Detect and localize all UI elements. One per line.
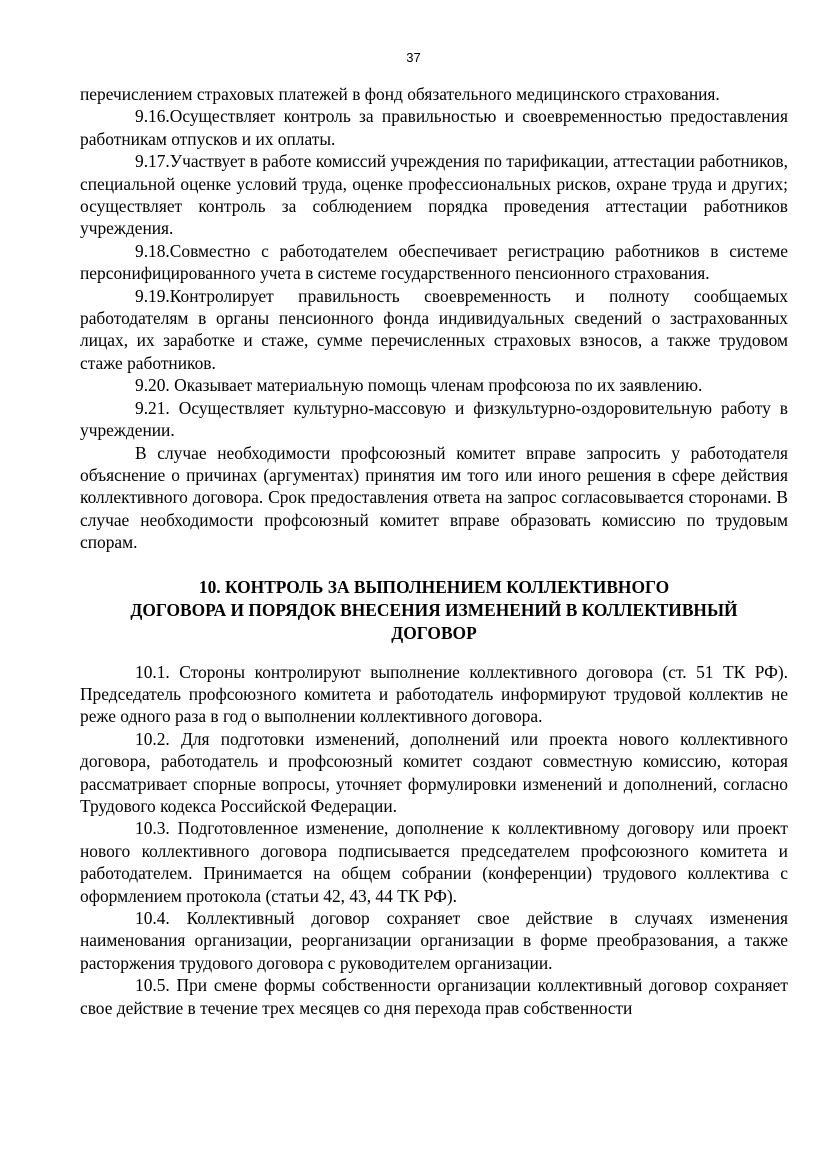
paragraph: перечислением страховых платежей в фонд обязательного медицинского страхования. — [80, 84, 720, 104]
section-10 — [80, 661, 788, 1020]
document-body — [80, 83, 788, 1019]
heading-line: 10. КОНТРОЛЬ ЗА ВЫПОЛНЕНИЕМ КОЛЛЕКТИВНОГО — [198, 576, 670, 597]
page-number: 37 — [406, 50, 421, 65]
paragraph-9-16: 9.16.Осуществляет контроль за правильностью и своевременностью предоставления работникам отпусков и их оплаты. — [80, 106, 788, 149]
paragraph-9-21: 9.21. Осуществляет культурно-массовую и физкультурно-оздоровительную работу в учреждении. — [80, 397, 788, 441]
paragraph-10-4: 10.4. Коллективный договор сохраняет свое действие в случаях изменения наименования организации, реорганизации организации в форме преобразования, а также расторжения трудового договора с руководителем организации. — [80, 908, 788, 973]
paragraph-10-1: 10.1. Стороны контролируют выполнение коллективного договора (ст. 51 ТК РФ). Председатель профсоюзного комитета и работодатель информируют трудовой коллектив не реже одного раза в год о выполнении коллективного договора. — [80, 661, 788, 727]
section-9-continuation — [80, 83, 788, 554]
section-10-heading — [80, 576, 788, 645]
paragraph-9-17: 9.17.Участвует в работе комиссий учреждения по тарификации, аттестации работников, специальной оценке условий труда, оценке профессиональных рисков, охране труда и других; осуществляет контроль за соблюдением порядка проведения аттестации работников учреждения. — [80, 151, 788, 239]
paragraph-10-3: 10.3. Подготовленное изменение, дополнение к коллективному договору или проект нового коллективного договора подписывается председателем профсоюзного комитета и работодателем. Принимается на общем собрании (конференции) трудового коллектива с оформлением протокола (статьи 42, 43, 44 ТК РФ). — [80, 818, 788, 906]
heading-line: ДОГОВОР — [391, 622, 477, 643]
paragraph-request-explanation: В случае необходимости профсоюзный комитет вправе запросить у работодателя объяснение о причинах (аргументах) принятия им того или иного решения в сфере действия коллективного договора. Срок предоставления ответа на запрос согласовывается сторонами. В случае необходимости профсоюзный комитет вправе образовать комиссию по трудовым спорам. — [80, 442, 788, 553]
paragraph-9-19: 9.19.Контролирует правильность своевременность и полноту сообщаемых работодателям в органы пенсионного фонда индивидуальных сведений о застрахованных лицах, их заработке и стаже, сумме перечисленных страховых взносов, а также трудовом стаже работников. — [80, 285, 788, 373]
paragraph-10-5: 10.5. При смене формы собственности организации коллективный договор сохраняет свое действие в течение трех месяцев со дня перехода прав собственности — [80, 975, 788, 1018]
heading-line: ДОГОВОРА И ПОРЯДОК ВНЕСЕНИЯ ИЗМЕНЕНИЙ В КОЛЛЕКТИВНЫЙ — [130, 599, 738, 620]
paragraph-10-2: 10.2. Для подготовки изменений, дополнений или проекта нового коллективного договора, работодатель и профсоюзный комитет создают совместную комиссию, которая рассматривает спорные вопросы, уточняет формулировки изменений и дополнений, согласно Трудового кодекса Российской Федерации. — [80, 728, 788, 816]
paragraph-9-18: 9.18.Совместно с работодателем обеспечивает регистрацию работников в системе персонифицированного учета в системе государственного пенсионного страхования. — [80, 240, 788, 284]
paragraph-9-20: 9.20. Оказывает материальную помощь членам профсоюза по их заявлению. — [135, 375, 703, 396]
